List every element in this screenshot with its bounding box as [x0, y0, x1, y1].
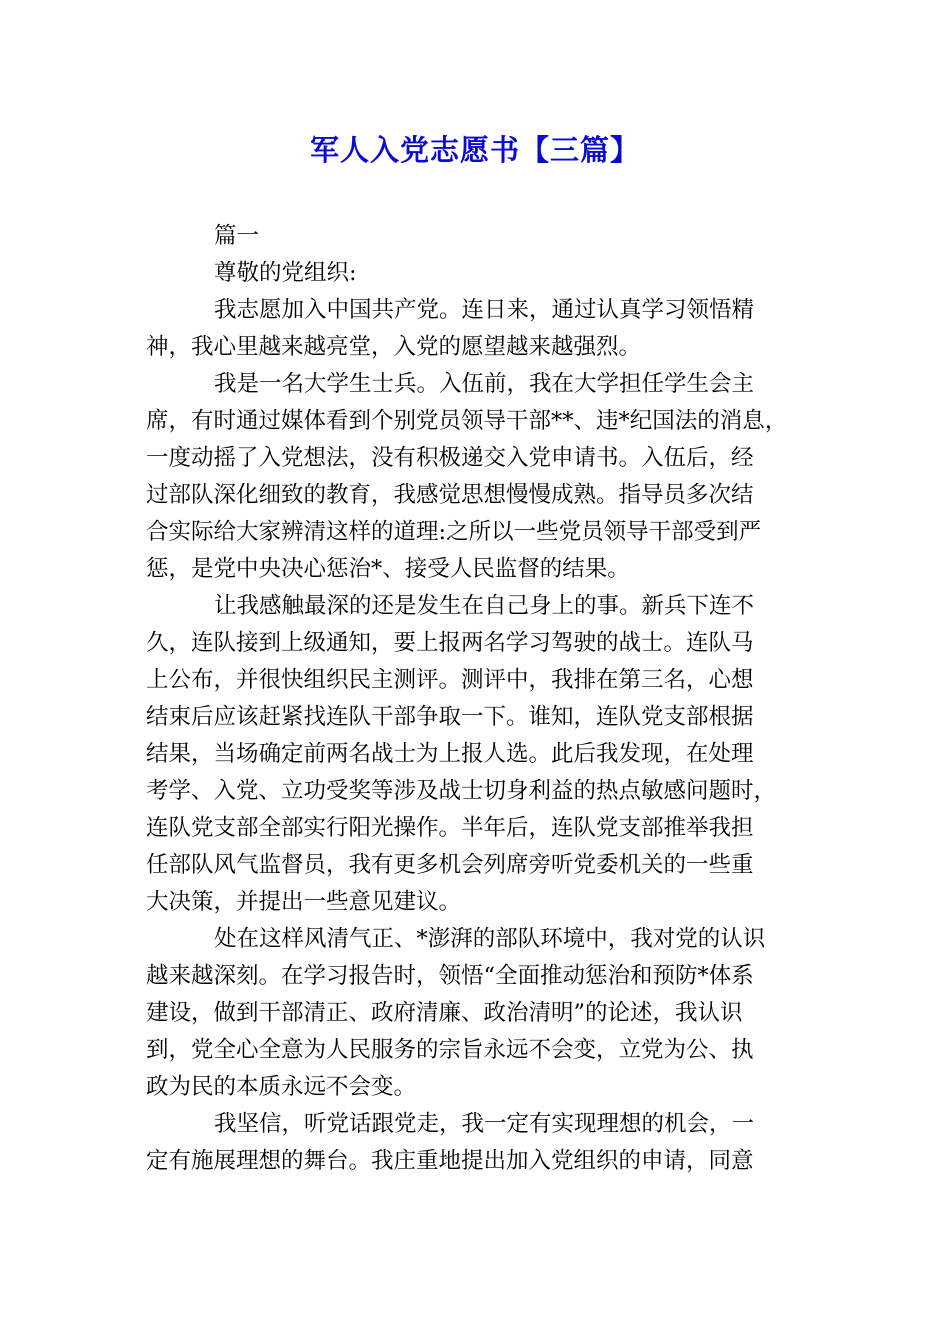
text-line: 合实际给大家辨清这样的道理:之所以一些党员领导干部受到严 [146, 519, 762, 545]
text-line: 考学、入党、立功受奖等涉及战士切身利益的热点敏感问题时， [146, 778, 777, 804]
document-title: 军人入党志愿书【三篇】 [309, 133, 640, 167]
text-line: 久，连队接到上级通知，要上报两名学习驾驶的战士。连队马 [146, 630, 754, 656]
text-line: 过部队深化细致的教育，我感觉思想慢慢成熟。指导员多次结 [146, 482, 754, 508]
text-line: 定有施展理想的舞台。我庄重地提出加入党组织的申请，同意 [146, 1148, 754, 1174]
text-line: 篇一 [214, 223, 260, 249]
text-line: 我是一名大学生士兵。入伍前，我在大学担任学生会主 [214, 371, 755, 397]
text-line: 到，党全心全意为人民服务的宗旨永远不会变，立党为公、执 [146, 1037, 754, 1063]
text-line: 让我感触最深的还是发生在自己身上的事。新兵下连不 [214, 593, 755, 619]
text-line: 神，我心里越来越亮堂，入党的愿望越来越强烈。 [146, 334, 642, 360]
text-line: 我志愿加入中国共产党。连日来，通过认真学习领悟精 [214, 297, 755, 323]
document-body [146, 218, 806, 1180]
text-line: 我坚信，听党话跟党走，我一定有实现理想的机会，一 [214, 1111, 755, 1137]
text-line: 处在这样风清气正、*澎湃的部队环境中，我对党的认识 [214, 926, 766, 952]
text-line: 惩，是党中央决心惩治*、接受人民监督的结果。 [146, 556, 630, 582]
text-line: 一度动摇了入党想法，没有积极递交入党申请书。入伍后，经 [146, 445, 754, 471]
text-line: 大决策，并提出一些意见建议。 [146, 889, 462, 915]
text-line: 结束后应该赶紧找连队干部争取一下。谁知，连队党支部根据 [146, 704, 754, 730]
text-line: 席，有时通过媒体看到个别党员领导干部**、违*纪国法的消息， [146, 408, 788, 434]
text-line: 连队党支部全部实行阳光操作。半年后，连队党支部推举我担 [146, 815, 754, 841]
text-line: 任部队风气监督员，我有更多机会列席旁听党委机关的一些重 [146, 852, 754, 878]
text-line: 越来越深刻。在学习报告时，领悟“全面推动惩治和预防*体系 [146, 963, 754, 989]
text-line: 政为民的本质永远不会变。 [146, 1074, 417, 1100]
text-line: 建设，做到干部清正、政府清廉、政治清明”的论述，我认识 [146, 1000, 743, 1026]
text-line: 上公布，并很快组织民主测评。测评中，我排在第三名，心想 [146, 667, 754, 693]
text-line: 尊敬的党组织: [214, 260, 357, 286]
text-line: 结果，当场确定前两名战士为上报人选。此后我发现，在处理 [146, 741, 754, 767]
